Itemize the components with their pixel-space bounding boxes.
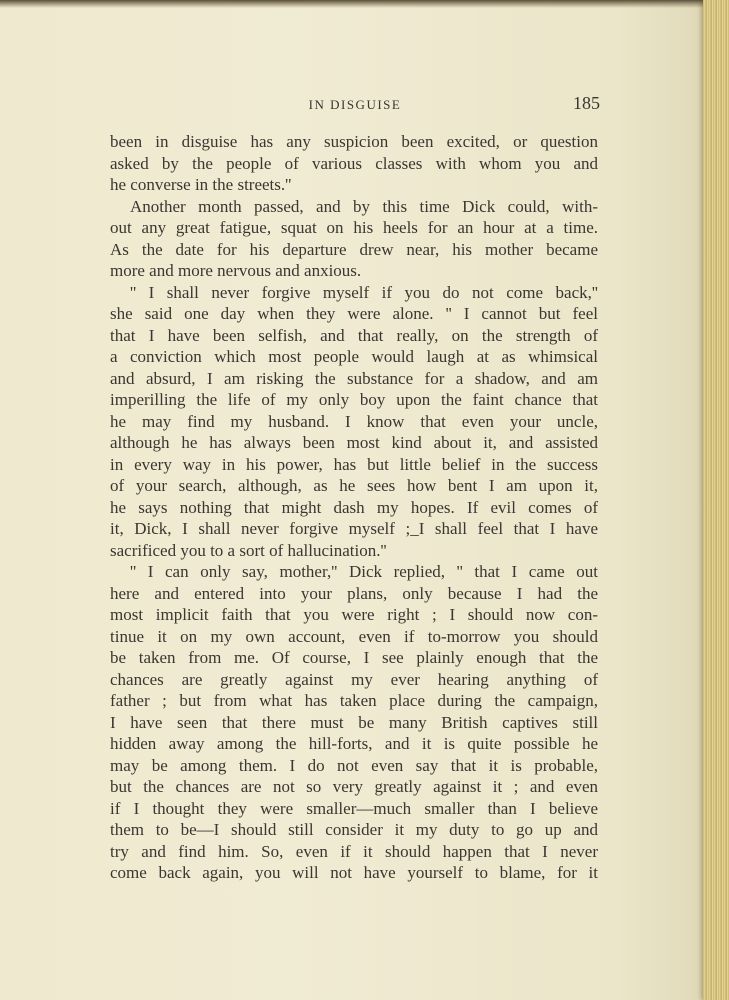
text-line: Another month passed, and by this time Dick could, with- bbox=[130, 196, 598, 216]
text-line: if I thought they were smaller—much smaller than I believe bbox=[110, 798, 598, 818]
text-line: asked by the people of various classes with whom you and bbox=[110, 153, 598, 173]
text-line: more and more nervous and anxious. bbox=[110, 261, 362, 280]
text-line: As the date for his departure drew near, his mother became bbox=[110, 239, 598, 259]
text-line: sacrificed you to a sort of hallucination.'' bbox=[110, 540, 387, 560]
text-line: chances are greatly against my ever hearing anything of bbox=[110, 669, 598, 689]
text-line: imperilling the life of my only boy upon the faint chance that bbox=[110, 390, 598, 409]
text-line: he converse in the streets.'' bbox=[110, 175, 292, 194]
text-line: here and entered into your plans, only because I had the bbox=[110, 583, 598, 603]
text-line: and absurd, I am risking the substance for a shadow, and am bbox=[110, 368, 598, 388]
page-number: 185 bbox=[573, 93, 600, 113]
text-line: a conviction which most people would laugh at as whimsical bbox=[110, 347, 598, 366]
text-line: out any great fatigue, squat on his heels for an hour at a time. bbox=[110, 218, 598, 237]
text-line: he may find my husband. I know that even your uncle, bbox=[110, 411, 598, 431]
text-line: '' I shall never forgive myself if you do not come back,'' bbox=[130, 282, 598, 302]
body-text bbox=[110, 131, 598, 884]
text-line: most implicit faith that you were right ; I should now con- bbox=[110, 605, 598, 624]
text-line: come back again, you will not have yourself to blame, for it bbox=[110, 863, 598, 882]
text-line: '' I can only say, mother,'' Dick replied, '' that I came out bbox=[130, 562, 598, 581]
text-line: although he has always been most kind about it, and assisted bbox=[110, 433, 598, 452]
text-line: been in disguise has any suspicion been excited, or question bbox=[110, 132, 598, 151]
text-line: he says nothing that might dash my hopes. If evil comes of bbox=[110, 497, 598, 517]
text-line: I have seen that there must be many British captives still bbox=[110, 712, 598, 732]
text-line: them to be—I should still consider it my duty to go up and bbox=[110, 820, 598, 839]
text-line: that I have been selfish, and that really, on the strength of bbox=[110, 325, 598, 345]
text-line: hidden away among the hill-forts, and it is quite possible he bbox=[110, 734, 598, 753]
page-top-shadow bbox=[0, 0, 729, 8]
text-line: in every way in his power, has but little belief in the success bbox=[110, 454, 598, 474]
page-edge-gilt bbox=[703, 0, 729, 1000]
text-line: of your search, although, as he sees how bent I am upon it, bbox=[110, 476, 598, 495]
text-line: may be among them. I do not even say that it is probable, bbox=[110, 755, 598, 775]
text-line: try and find him. So, even if it should happen that I never bbox=[110, 841, 598, 861]
text-line: be taken from me. Of course, I see plainly enough that the bbox=[110, 648, 598, 667]
text-line: tinue it on my own account, even if to-morrow you should bbox=[110, 626, 598, 646]
text-line: she said one day when they were alone. '' I cannot but feel bbox=[110, 304, 598, 323]
running-head bbox=[110, 93, 600, 115]
text-line: it, Dick, I shall never forgive myself ;_I shall feel that I have bbox=[110, 519, 598, 538]
text-line: but the chances are not so very greatly against it ; and even bbox=[110, 777, 598, 796]
text-line: father ; but from what has taken place during the campaign, bbox=[110, 691, 598, 710]
running-title: IN DISGUISE bbox=[308, 97, 402, 112]
